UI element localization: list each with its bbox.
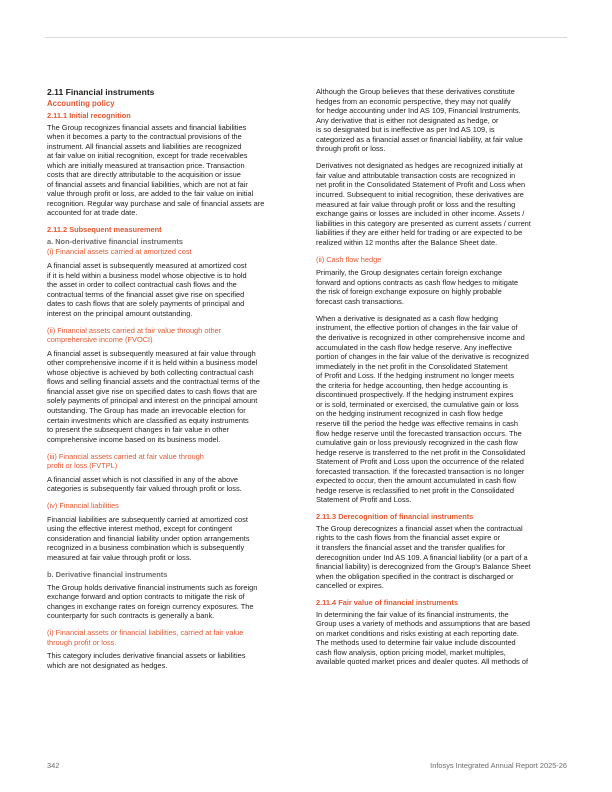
derivative-fvtpl-heading: (i) Financial assets or financial liabilities, carried at fair value through profit or loss. — [47, 628, 244, 647]
accounting-policy-heading: Accounting policy — [47, 99, 115, 108]
right-column — [316, 87, 568, 674]
fvoci-heading: (ii) Financial assets carried at fair value through other comprehensive income (FVOCI) — [47, 325, 222, 345]
initial-recognition-heading: 2.11.1 Initial recognition — [47, 111, 131, 120]
hedging-instrument-paragraph: When a derivative is designated as a cash flow hedging instrument, the effective portion of changes in the fair value of the derivative is recognized in other comprehensive income and accumulated in the cash flow hedge reserve. Any ineffective portion of changes in the fair value of the derivative is recognized immediately in the net profit in the Consolidated Statement of Profit and Loss. If the hedging instrument no longer meets the criteria for hedge accounting, then hedge accounting is discontinued prospectively. If the hedging instrument expires or is sold, terminated or exercised, the cumulative gain or loss on the hedging instrument recognized in cash flow hedge reserve till the period the hedge was effective remains in cash flow hedge reserve until the forecasted transaction occurs. The cumulative gain or loss previously recognized in the cash flow hedge reserve is transferred to the net profit in the Consolidated Statement of Profit and Loss upon the occurrence of the related forecasted transaction. If the forecasted transaction is no longer expected to occur, then the amount accumulated in cash flow hedge reserve is reclassified to net profit in the Consolidated Statement of Profit and Loss. — [316, 313, 529, 505]
amortized-cost-heading: (i) Financial assets carried at amortized cost — [47, 247, 192, 257]
fvtpl-heading: (iii) Financial assets carried at fair value through profit or loss (FVTPL) — [47, 451, 204, 471]
report-title: Infosys Integrated Annual Report 2025-26 — [430, 761, 567, 770]
cash-flow-hedge-paragraph: Primarily, the Group designates certain foreign exchange forward and options contracts as cash flow hedges to mitigate the risk of foreign exchange exposure on highly probable forecast cash transactions. — [316, 268, 519, 306]
left-column — [47, 87, 299, 678]
non-designated-derivatives-paragraph: Derivatives not designated as hedges are recognized initially at fair value and attributable transaction costs are recognized in net profit in the Consolidated Statement of Profit and Loss when incurred. Subsequent to initial recognition, these derivatives are measured at fair value through profit or loss and the resulting exchange gains or losses are included in other income. Assets / liabilities in this category are presented as current assets / current liabilities if they are either held for trading or are expected to be realized within 12 months after the Balance Sheet date. — [316, 161, 531, 247]
subsequent-measurement-heading: 2.11.2 Subsequent measurement — [47, 225, 162, 235]
non-derivative-heading: a. Non-derivative financial instruments — [47, 236, 183, 246]
derivative-paragraph: The Group holds derivative financial instruments such as foreign exchange forward and option contracts to mitigate the risk of changes in exchange rates on foreign currency exposures. The counterparty for such contracts is generally a bank. — [47, 582, 258, 621]
initial-recognition-paragraph: The Group recognizes financial assets and financial liabilities when it becomes a party to the contractual provisions of the instrument. All financial assets and liabilities are recognized at fair value on initial recognition, except for trade receivables which are initially measured at transaction price. Transaction costs that are directly attributable to the acquisition or issue of financial assets and financial liabilities, which are not at fair value through profit or loss, are added to the fair value on initial recognition. Regular way purchase and sale of financial assets are accounted for at trade date. — [47, 122, 265, 218]
cash-flow-hedge-heading: (ii) Cash flow hedge — [316, 254, 382, 264]
section-title: 2.11 Financial instruments — [47, 87, 155, 97]
derecognition-heading: 2.11.3 Derecognition of financial instruments — [316, 512, 474, 522]
derivative-heading: b. Derivative financial instruments — [47, 570, 168, 580]
financial-liabilities-paragraph: Financial liabilities are subsequently carried at amortized cost using the effective interest method, except for contingent consideration and financial liability under option arrangements recognized in a business combination which is subsequently measured at fair value through profit or loss. — [47, 514, 250, 562]
fvtpl-paragraph: A financial asset which is not classified in any of the above categories is subsequently fair valued through profit or loss. — [47, 474, 242, 494]
derivative-fvtpl-paragraph: This category includes derivative financial assets or liabilities which are not designated as hedges. — [47, 651, 246, 670]
fvoci-paragraph: A financial asset is subsequently measured at fair value through other comprehensive income if it is held within a business model whose objective is achieved by both collecting contractual cash flows and selling financial assets and the contractual terms of the financial asset give rise on specified dates to cash flows that are solely payments of principal and interest on the principal amount outstanding. The Group has made an irrevocable election for certain investments which are classified as equity instruments to present the subsequent changes in fair value in other comprehensive income based on its business model. — [47, 348, 260, 444]
fair-value-paragraph: In determining the fair value of its financial instruments, the Group uses a variety of methods and assumptions that are based on market conditions and risks existing at each reporting date. The methods used to determine fair value include discounted cash flow analysis, option pricing model, market multiples, available quoted market prices and dealer quotes. All methods of — [316, 609, 531, 667]
amortized-cost-paragraph: A financial asset is subsequently measured at amortized cost if it is held within a business model whose objective is to hold the asset in order to collect contractual cash flows and the contractual terms of the financial asset give rise on specified dates to cash flows that are solely payments of principal and interest on the principal amount outstanding. — [47, 260, 247, 318]
fair-value-heading: 2.11.4 Fair value of financial instruments — [316, 598, 459, 608]
header-rule — [45, 37, 567, 38]
financial-liabilities-heading: (iv) Financial liabilities — [47, 501, 119, 511]
hedge-qualification-paragraph: Although the Group believes that these derivatives constitute hedges from an economic perspective, they may not qualify for hedge accounting under Ind AS 109, Financial Instruments. Any derivative that is either not designated as hedge, or is so designated but is ineffective as per Ind AS 109, is categorized as a financial asset or financial liability, at fair value through profit or loss. — [316, 87, 523, 154]
page-number: 342 — [47, 761, 60, 770]
derecognition-paragraph: The Group derecognizes a financial asset when the contractual rights to the cash flows from the financial asset expire or it transfers the financial asset and the transfer qualifies for derecognition under Ind AS 109. A financial liability (or a part of a financial liability) is derecognized from the Group's Balance Sheet when the obligation specified in the contract is discharged or cancelled or expires. — [316, 523, 531, 591]
